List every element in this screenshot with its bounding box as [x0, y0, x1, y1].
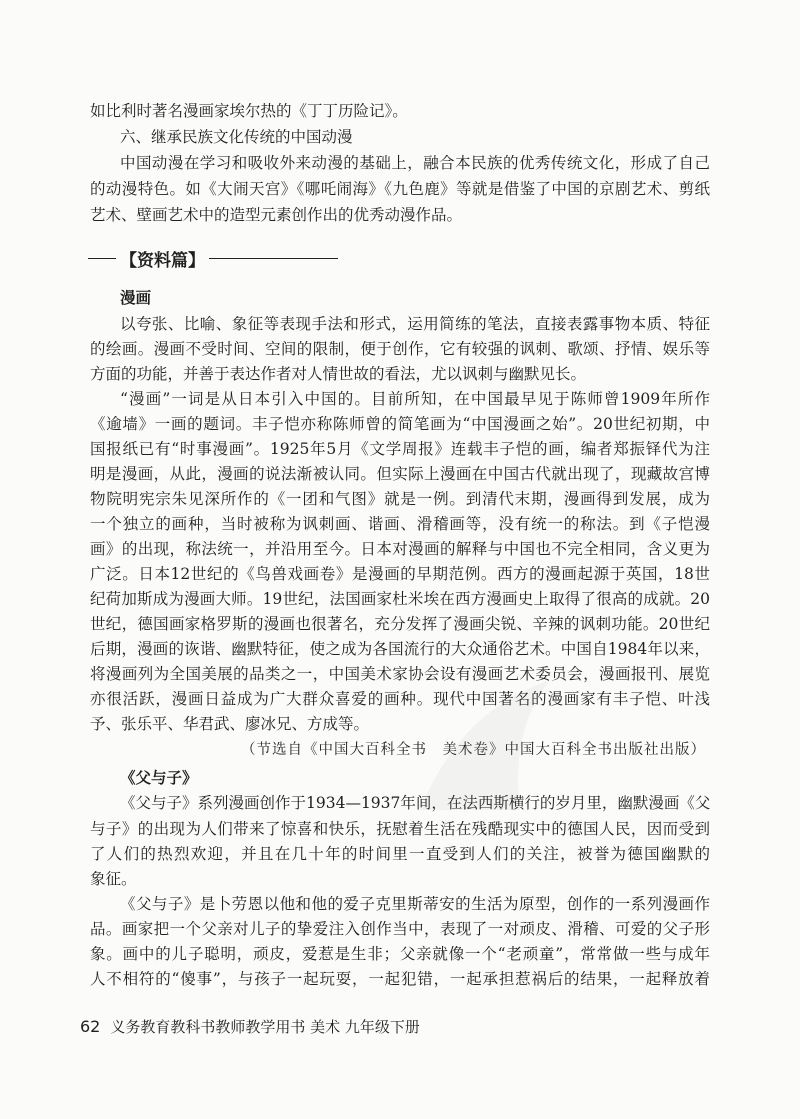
article-heading: 《父与子》	[120, 768, 198, 787]
text-line: 明是漫画，从此，漫画的说法渐被认同。但实际上漫画在中国古代就出现了，现藏故宫博	[90, 465, 710, 483]
citation: （节选自《中国大百科全书 美术卷》中国大百科全书出版社出版）	[241, 742, 706, 758]
text-line: 《父与子》系列漫画创作于1934—1937年间，在法西斯横行的岁月里，幽默漫画《父	[120, 794, 711, 812]
text-line: 画》的出现，称法统一，并沿用至今。日本对漫画的解释与中国也不完全相同，含义更为	[90, 540, 710, 558]
page-footer	[80, 1016, 420, 1037]
subsection-heading: 六、继承民族文化传统的中国动漫	[120, 128, 353, 146]
article-heading: 漫画	[120, 288, 152, 307]
text-line: 将漫画列为全国美展的品类之一，中国美术家协会设有漫画艺术委员会，漫画报刊、展览	[90, 665, 710, 683]
text-line: 以夸张、比喻、象征等表现手法和形式，运用简练的笔法，直接表露事物本质、特征	[120, 315, 710, 333]
text-line: 艺术、壁画艺术中的造型元素创作出的优秀动漫作品。	[90, 206, 463, 224]
text-line: 广泛。日本12世纪的《鸟兽戏画卷》是漫画的早期范例。西方的漫画起源于英国，18世	[90, 565, 710, 583]
text-line: 的绘画。漫画不受时间、空间的限制，便于创作，它有较强的讽刺、歌颂、抒情、娱乐等	[90, 340, 710, 358]
text-line: 如比利时著名漫画家埃尔热的《丁丁历险记》。	[90, 102, 408, 120]
text-line: 国报纸已有“时事漫画”。1925年5月《文学周报》连载丰子恺的画，编者郑振铎代为注	[90, 440, 710, 458]
text-line: 物院明宪宗朱见深所作的《一团和气图》就是一例。到清代末期，漫画得到发展，成为	[90, 490, 710, 508]
book-title: 义务教育教科书教师教学用书 美术 九年级下册	[110, 1018, 420, 1036]
text-line: 世纪，德国画家格罗斯的漫画也很著名，充分发挥了漫画尖锐、辛辣的讽刺功能。20世纪	[90, 615, 710, 633]
text-line: 象。画中的儿子聪明，顽皮，爱惹是生非；父亲就像一个“老顽童”，常常做一些与成年	[90, 945, 710, 963]
text-line: 的动漫特色。如《大闹天宫》《哪吒闹海》《九色鹿》等就是借鉴了中国的京剧艺术、剪纸	[90, 180, 710, 198]
page-number: 62	[80, 1017, 101, 1036]
text-line: 中国动漫在学习和吸收外来动漫的基础上，融合本民族的优秀传统文化，形成了自己	[120, 154, 710, 172]
section-header	[88, 247, 338, 269]
text-line: 《逾墙》一画的题词。丰子恺亦称陈师曾的简笔画为“中国漫画之始”。20世纪初期，中	[90, 415, 710, 433]
divider	[88, 258, 116, 259]
text-line: 人不相符的“傻事”，与孩子一起玩耍，一起犯错，一起承担惹祸后的结果，一起释放着	[90, 970, 710, 988]
text-line: 《父与子》是卜劳恩以他和他的爱子克里斯蒂安的生活为原型，创作的一系列漫画作	[120, 895, 710, 913]
text-line: 亦很活跃，漫画日益成为广大群众喜爱的画种。现代中国著名的漫画家有丰子恺、叶浅	[90, 690, 710, 708]
text-line: 予、张乐平、华君武、廖冰兄、方成等。	[90, 715, 370, 733]
text-line: “漫画”一词是从日本引入中国的。目前所知，在中国最早见于陈师曾1909年所作	[120, 390, 710, 408]
text-line: 与子》的出现为人们带来了惊喜和快乐，抚慰着生活在残酷现实中的德国人民，因而受到	[90, 820, 710, 838]
text-line: 品。画家把一个父亲对儿子的挚爱注入创作当中，表现了一对顽皮、滑稽、可爱的父子形	[90, 920, 710, 938]
text-line: 纪荷加斯成为漫画大师。19世纪，法国画家杜米埃在西方漫画史上取得了很高的成就。20	[90, 590, 710, 608]
text-line: 一个独立的画种，当时被称为讽刺画、谐画、滑稽画等，没有统一的称法。到《子恺漫	[90, 515, 710, 533]
section-title: 【资料篇】	[120, 250, 205, 271]
text-line: 方面的功能，并善于表达作者对人情世故的看法，尤以讽刺与幽默见长。	[90, 365, 587, 383]
text-line: 后期，漫画的诙谐、幽默特征，使之成为各国流行的大众通俗艺术。中国自1984年以来，	[90, 640, 710, 658]
text-line: 了人们的热烈欢迎，并且在几十年的时间里一直受到人们的关注，被誉为德国幽默的	[90, 845, 710, 863]
divider	[209, 258, 338, 259]
text-line: 象征。	[90, 870, 137, 888]
